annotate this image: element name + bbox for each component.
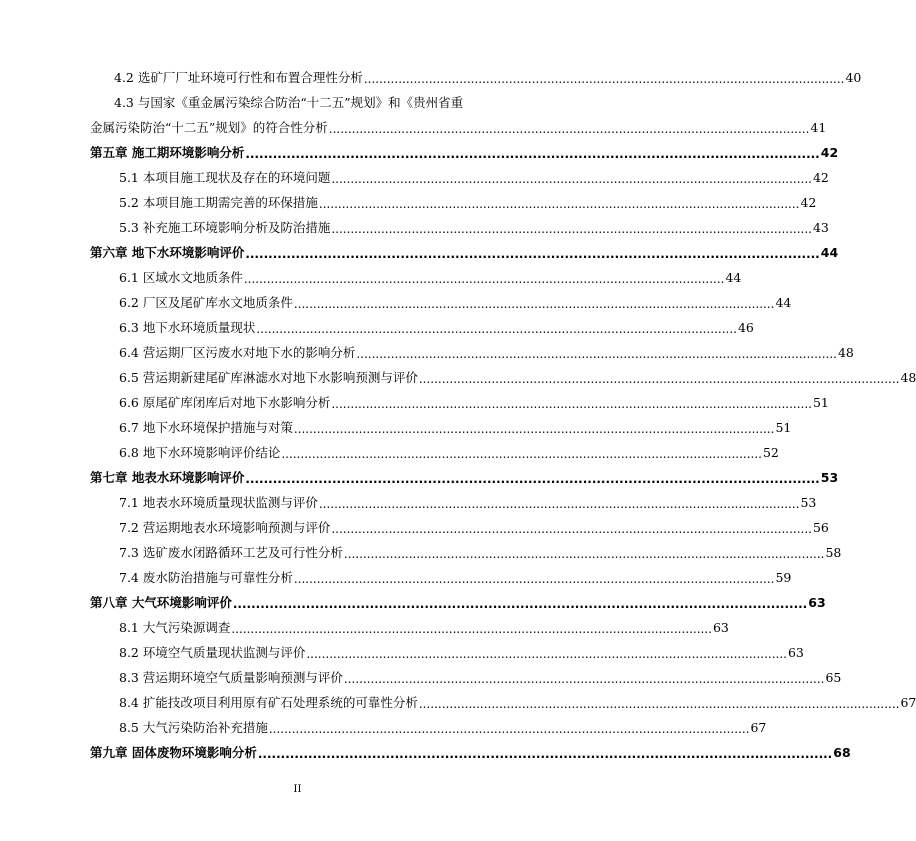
toc-entry-text: 5.1 本项目施工现状及存在的环境问题 bbox=[119, 170, 331, 185]
toc-leader-dots: .............................................................................................................................. bbox=[232, 597, 808, 611]
toc-entry-page: 42 bbox=[820, 145, 839, 160]
toc-entry-6-2[interactable] bbox=[119, 295, 792, 311]
toc-entry-4-3[interactable] bbox=[90, 120, 827, 136]
page-number: II bbox=[293, 784, 302, 795]
toc-entry-6-4[interactable] bbox=[119, 345, 854, 361]
toc-entry-page: 48 bbox=[900, 370, 916, 385]
toc-entry-page: 63 bbox=[808, 595, 826, 610]
toc-entry-page: 43 bbox=[812, 220, 829, 235]
toc-chapter-text: 第五章 施工期环境影响分析 bbox=[90, 145, 245, 160]
toc-entry-text: 7.2 营运期地表水环境影响预测与评价 bbox=[119, 520, 331, 535]
toc-entry-page: 53 bbox=[820, 470, 839, 485]
toc-entry-page: 56 bbox=[812, 520, 829, 535]
toc-entry-page: 51 bbox=[812, 395, 829, 410]
toc-leader-dots: .............................................................................................................................. bbox=[257, 747, 833, 761]
toc-leader-dots: .............................................................................................................................. bbox=[328, 122, 810, 136]
toc-leader-dots: .............................................................................................................................. bbox=[268, 722, 750, 736]
toc-leader-dots: .............................................................................................................................. bbox=[231, 622, 712, 636]
toc-entry-text: 4.2 选矿厂厂址环境可行性和布置合理性分析 bbox=[114, 70, 363, 85]
toc-entry-4-2[interactable] bbox=[114, 70, 862, 86]
toc-entry-page: 44 bbox=[775, 295, 792, 310]
toc-leader-dots: .............................................................................................................................. bbox=[293, 572, 775, 586]
toc-leader-dots: .............................................................................................................................. bbox=[343, 672, 825, 686]
toc-leader-dots: .............................................................................................................................. bbox=[245, 247, 820, 261]
toc-leader-dots: .............................................................................................................................. bbox=[293, 422, 775, 436]
toc-leader-dots: .............................................................................................................................. bbox=[306, 647, 787, 661]
toc-entry-7-1[interactable] bbox=[119, 495, 817, 511]
toc-entry-page: 44 bbox=[725, 270, 742, 285]
toc-entry-6-7[interactable] bbox=[119, 420, 792, 436]
toc-entry-4-3-line1[interactable]: 4.3 与国家《重金属污染综合防治“十二五”规划》和《贵州省重 bbox=[114, 95, 464, 110]
toc-entry-page: 63 bbox=[787, 645, 804, 660]
toc-entry-6-3[interactable] bbox=[119, 320, 754, 336]
toc-entry-page: 53 bbox=[800, 495, 817, 510]
toc-entry-page: 59 bbox=[775, 570, 792, 585]
toc-leader-dots: .............................................................................................................................. bbox=[318, 497, 800, 511]
toc-entry-page: 46 bbox=[737, 320, 754, 335]
toc-chapter-text: 第八章 大气环境影响评价 bbox=[90, 595, 232, 610]
toc-entry-text: 7.3 选矿废水闭路循环工艺及可行性分析 bbox=[119, 545, 343, 560]
toc-chapter-5[interactable] bbox=[90, 145, 839, 161]
toc-chapter-6[interactable] bbox=[90, 245, 839, 261]
toc-entry-8-2[interactable] bbox=[119, 645, 804, 661]
toc-leader-dots: .............................................................................................................................. bbox=[318, 197, 800, 211]
toc-entry-8-4[interactable] bbox=[119, 695, 916, 711]
toc-entry-text: 7.4 废水防治措施与可靠性分析 bbox=[119, 570, 293, 585]
toc-entry-text: 6.8 地下水环境影响评价结论 bbox=[119, 445, 281, 460]
toc-entry-page: 42 bbox=[800, 195, 817, 210]
toc-leader-dots: .............................................................................................................................. bbox=[245, 472, 820, 486]
toc-leader-dots: .............................................................................................................................. bbox=[363, 72, 845, 86]
toc-entry-text: 7.1 地表水环境质量现状监测与评价 bbox=[119, 495, 318, 510]
toc-entry-text: 6.7 地下水环境保护措施与对策 bbox=[119, 420, 293, 435]
toc-entry-5-2[interactable] bbox=[119, 195, 817, 211]
toc-entry-page: 51 bbox=[775, 420, 792, 435]
toc-entry-text: 8.3 营运期环境空气质量影响预测与评价 bbox=[119, 670, 343, 685]
toc-entry-text: 8.1 大气污染源调查 bbox=[119, 620, 231, 635]
toc-leader-dots: .............................................................................................................................. bbox=[331, 172, 812, 186]
toc-entry-5-1[interactable] bbox=[119, 170, 829, 186]
toc-leader-dots: .............................................................................................................................. bbox=[418, 372, 900, 386]
toc-chapter-9[interactable] bbox=[90, 745, 851, 761]
toc-leader-dots: .............................................................................................................................. bbox=[331, 222, 812, 236]
toc-entry-page: 44 bbox=[820, 245, 839, 260]
toc-leader-dots: .............................................................................................................................. bbox=[256, 322, 737, 336]
toc-leader-dots: .............................................................................................................................. bbox=[356, 347, 837, 361]
toc-entry-text: 6.5 营运期新建尾矿库淋滤水对地下水影响预测与评价 bbox=[119, 370, 418, 385]
toc-entry-6-6[interactable] bbox=[119, 395, 829, 411]
toc-entry-page: 63 bbox=[712, 620, 729, 635]
toc-entry-page: 52 bbox=[762, 445, 779, 460]
toc-chapter-text: 第七章 地表水环境影响评价 bbox=[90, 470, 245, 485]
toc-entry-text: 6.1 区域水文地质条件 bbox=[119, 270, 243, 285]
toc-leader-dots: .............................................................................................................................. bbox=[331, 397, 812, 411]
toc-entry-page: 48 bbox=[837, 345, 854, 360]
toc-entry-7-3[interactable] bbox=[119, 545, 842, 561]
toc-entry-text: 6.4 营运期厂区污废水对地下水的影响分析 bbox=[119, 345, 356, 360]
toc-chapter-text: 第六章 地下水环境影响评价 bbox=[90, 245, 245, 260]
toc-entry-8-5[interactable] bbox=[119, 720, 767, 736]
toc-entry-5-3[interactable] bbox=[119, 220, 829, 236]
toc-entry-8-3[interactable] bbox=[119, 670, 842, 686]
toc-chapter-8[interactable] bbox=[90, 595, 826, 611]
toc-entry-7-2[interactable] bbox=[119, 520, 829, 536]
toc-entry-page: 40 bbox=[845, 70, 862, 85]
toc-entry-text: 5.2 本项目施工期需完善的环保措施 bbox=[119, 195, 318, 210]
toc-leader-dots: .............................................................................................................................. bbox=[243, 272, 725, 286]
toc-entry-page: 41 bbox=[810, 120, 827, 135]
toc-entry-text: 8.4 扩能技改项目利用原有矿石处理系统的可靠性分析 bbox=[119, 695, 418, 710]
toc-entry-text: 6.2 厂区及尾矿库水文地质条件 bbox=[119, 295, 293, 310]
toc-leader-dots: .............................................................................................................................. bbox=[281, 447, 762, 461]
toc-entry-text: 8.5 大气污染防治补充措施 bbox=[119, 720, 268, 735]
toc-leader-dots: .............................................................................................................................. bbox=[331, 522, 812, 536]
toc-entry-6-1[interactable] bbox=[119, 270, 742, 286]
toc-entry-page: 58 bbox=[825, 545, 842, 560]
toc-entry-text: 6.3 地下水环境质量现状 bbox=[119, 320, 256, 335]
toc-entry-6-5[interactable] bbox=[119, 370, 916, 386]
toc-entry-text: 8.2 环境空气质量现状监测与评价 bbox=[119, 645, 306, 660]
toc-entry-page: 42 bbox=[812, 170, 829, 185]
toc-entry-text: 6.6 原尾矿库闭库后对地下水影响分析 bbox=[119, 395, 331, 410]
toc-chapter-7[interactable] bbox=[90, 470, 839, 486]
toc-leader-dots: .............................................................................................................................. bbox=[343, 547, 825, 561]
toc-entry-page: 67 bbox=[750, 720, 767, 735]
toc-entry-page: 67 bbox=[900, 695, 916, 710]
toc-leader-dots: .............................................................................................................................. bbox=[245, 147, 820, 161]
toc-entry-text: 5.3 补充施工环境影响分析及防治措施 bbox=[119, 220, 331, 235]
toc-chapter-text: 第九章 固体废物环境影响分析 bbox=[90, 745, 257, 760]
toc-entry-6-8[interactable] bbox=[119, 445, 779, 461]
toc-entry-page: 68 bbox=[833, 745, 851, 760]
toc-leader-dots: .............................................................................................................................. bbox=[418, 697, 900, 711]
toc-entry-page: 65 bbox=[825, 670, 842, 685]
toc-entry-8-1[interactable] bbox=[119, 620, 729, 636]
toc-entry-text: 金属污染防治“十二五”规划》的符合性分析 bbox=[90, 120, 328, 135]
toc-entry-7-4[interactable] bbox=[119, 570, 792, 586]
toc-leader-dots: .............................................................................................................................. bbox=[293, 297, 775, 311]
